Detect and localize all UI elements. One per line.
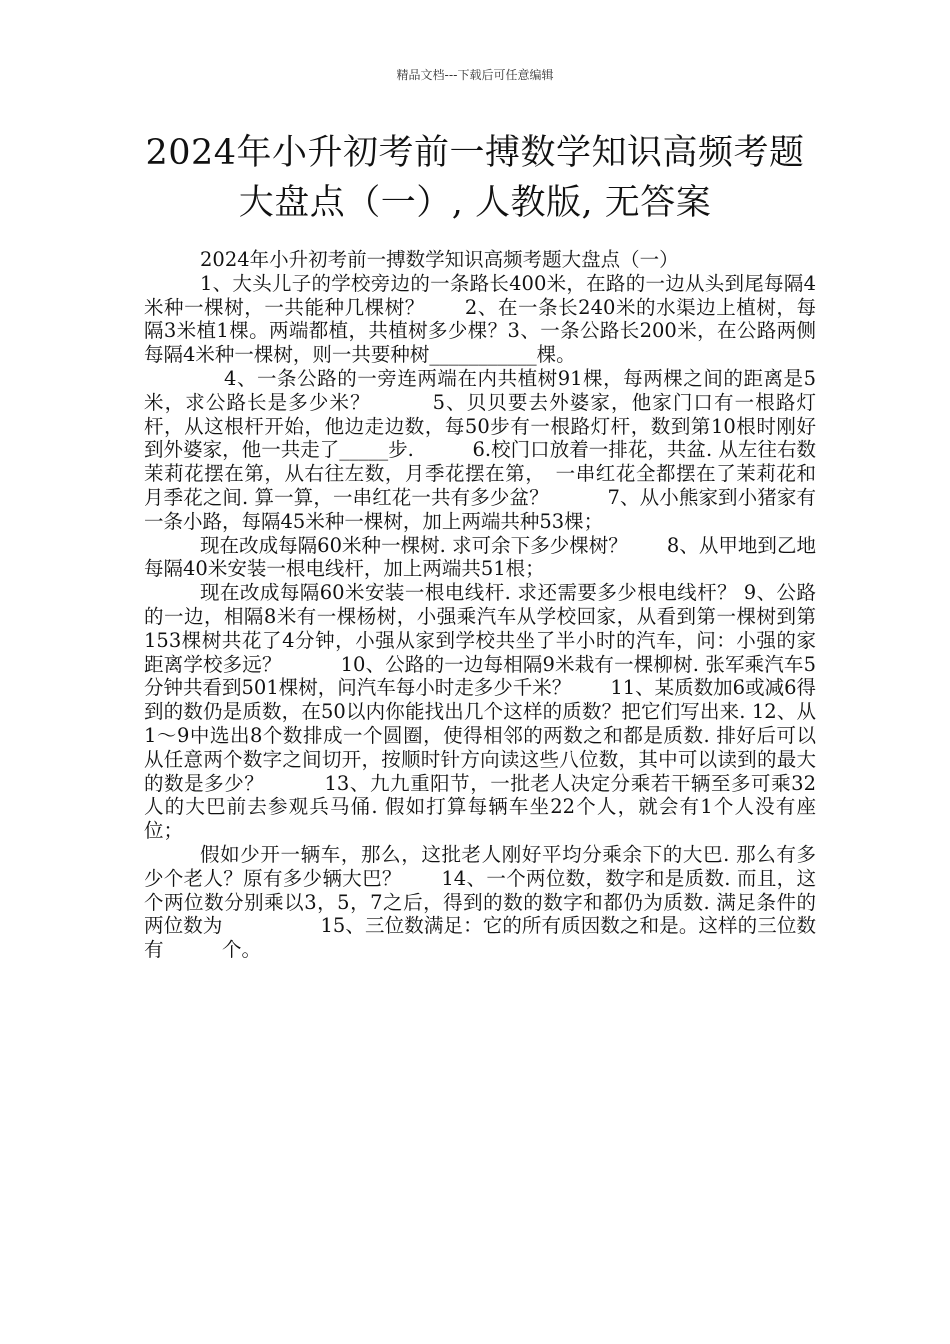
- paragraph-1: 1、大头儿子的学校旁边的一条路长400米，在路的一边从头到尾每隔4米种一棵树，一共能种几棵树？ 2、在一条长240米的水渠边上植树，每隔3米植1棵。两端都植，共植树多少棵？3、一条公路长200米，在公路两侧每隔4米种一棵树，则一共要种树___________棵。: [144, 271, 816, 367]
- document-body: [144, 248, 816, 962]
- paragraph-5: 假如少开一辆车，那么，这批老人刚好平均分乘余下的大巴. 那么有多少个老人？原有多少辆大巴？ 14、一个两位数，数字和是质数. 而且，这个两位数分别乘以3，5，7之后，得到的数的数字和都仍为质数. 满足条件的两位数为 15、三位数满足：它的所有质因数之和是。这样的三位数有 个。: [144, 842, 816, 962]
- paragraph-2: 4、一条公路的一旁连两端在内共植树91棵，每两棵之间的距离是5米，求公路长是多少米？ 5、贝贝要去外婆家，他家门口有一根路灯杆，从这根杆开始，他边走边数，每50步有一根路灯杆，数到第10根时刚好到外婆家，他一共走了_____步. 6.校门口放着一排花，共盆. 从左往右数茉莉花摆在第，从右往左数，月季花摆在第， 一串红花全都摆在了茉莉花和月季花之间. 算一算，一串红花一共有多少盆？ 7、从小熊家到小猪家有一条小路，每隔45米种一棵树，加上两端共种53棵；: [144, 366, 816, 533]
- paragraph-4: 现在改成每隔60米安装一根电线杆. 求还需要多少根电线杆？ 9、公路的一边，相隔8米有一棵杨树，小强乘汽车从学校回家，从看到第一棵树到第153棵树共花了4分钟，小强从家到学校共坐了半小时的汽车，问：小强的家距离学校多远？ 10、公路的一边每相隔9米栽有一棵柳树. 张军乘汽车5分钟共看到501棵树，问汽车每小时走多少千米？ 11、某质数加6或减6得到的数仍是质数，在50以内你能找出几个这样的质数？把它们写出来. 12、从1～9中选出8个数排成一个圆圈，使得相邻的两数之和都是质数. 排好后可以从任意两个数字之间切开，按顺时针方向读这些八位数，其中可以读到的最大的数是多少？ 13、九九重阳节，一批老人决定分乘若干辆至多可乘32人的大巴前去参观兵马俑. 假如打算每辆车坐22个人，就会有1个人没有座位；: [144, 581, 816, 843]
- paragraph-3: 现在改成每隔60米种一棵树. 求可余下多少棵树？ 8、从甲地到乙地每隔40米安装一根电线杆，加上两端共51根；: [144, 533, 816, 581]
- page-header-note: 精品文档---下载后可任意编辑: [396, 68, 554, 82]
- document-subtitle: 2024年小升初考前一搏数学知识高频考题大盘点（一）: [200, 248, 679, 271]
- document-title: [60, 128, 890, 228]
- document-title-line-1: 2024年小升初考前一搏数学知识高频考题: [145, 133, 805, 173]
- document-title-line-2: 大盘点（一）, 人教版, 无答案: [238, 183, 712, 223]
